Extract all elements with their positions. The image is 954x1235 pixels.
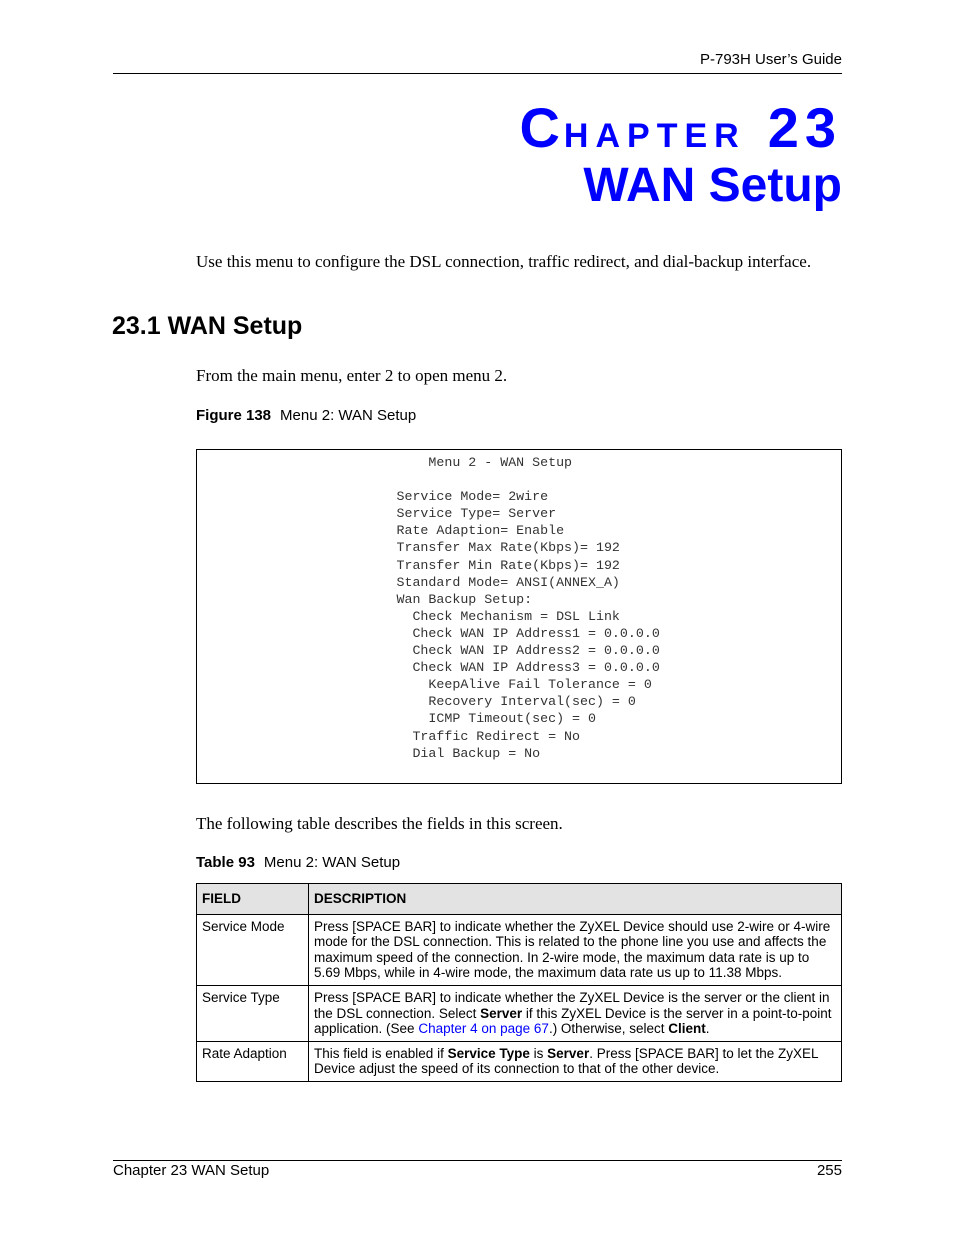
menu-screen-line: Service Mode= 2wire — [197, 489, 549, 505]
chapter-word-rest: HAPTER — [563, 117, 746, 155]
menu-screen-line: Service Type= Server — [197, 506, 557, 522]
menu-screen-line — [197, 471, 841, 488]
chapter-heading — [519, 96, 842, 212]
desc-bold: Server — [480, 1005, 523, 1021]
menu-screen-line: Check WAN IP Address3 = 0.0.0.0 — [197, 660, 660, 676]
guide-title: P-793H User’s Guide — [699, 51, 842, 68]
desc-bold: Service Type — [447, 1045, 530, 1061]
field-name: Service Type — [197, 985, 309, 1041]
menu-screen-text — [197, 454, 841, 762]
footer-chapter: Chapter 23 WAN Setup — [113, 1162, 270, 1179]
chapter-number: 23 — [767, 96, 842, 159]
table-caption — [196, 854, 400, 871]
table-caption-text: Menu 2: WAN Setup — [263, 854, 401, 871]
field-description-table — [196, 883, 842, 1082]
table-header-row — [197, 884, 842, 915]
desc-text: if this ZyXEL Device is the server in a point-to-point application. (See — [314, 1005, 832, 1037]
desc-text: Press [SPACE BAR] to indicate whether the ZyXEL Device is the server or the client in the DSL connection. Select — [314, 989, 830, 1021]
menu-screen-line: Transfer Min Rate(Kbps)= 192 — [197, 557, 620, 573]
menu-screen-line: KeepAlive Fail Tolerance = 0 — [197, 677, 652, 693]
menu-screen-line: Check WAN IP Address2 = 0.0.0.0 — [197, 643, 660, 659]
table-row — [197, 985, 842, 1041]
desc-text: . Press [SPACE BAR] to let the ZyXEL Device adjust the speed of its connection to that of the other device. — [314, 1045, 819, 1077]
table-row — [197, 914, 842, 985]
menu-screen-line: Check Mechanism = DSL Link — [197, 608, 620, 624]
chapter-title: WAN Setup — [583, 159, 842, 212]
menu-screen-line: Transfer Max Rate(Kbps)= 192 — [197, 540, 620, 556]
menu-screen-line: Rate Adaption= Enable — [197, 523, 565, 539]
field-name: Rate Adaption — [197, 1041, 309, 1081]
table-intro-paragraph: The following table describes the fields in this screen. — [196, 814, 563, 833]
field-description: Press [SPACE BAR] to indicate whether the ZyXEL Device should use 2-wire or 4-wire mode for the DSL connection. This is related to the phone line you use and affects the maximum speed of the connection. In 2-wire mode, the maximum data rate is up to 5.69 Mbps, while in 4-wire mode, the maximum data rate us up to 11.38 Mbps. — [309, 914, 842, 985]
header-description: DESCRIPTION — [309, 884, 842, 915]
table-label: Table 93 — [196, 854, 255, 871]
menu-screen-figure — [196, 449, 842, 784]
desc-text: .) Otherwise, select — [548, 1021, 669, 1037]
menu-screen-line: Menu 2 - WAN Setup — [197, 455, 573, 470]
section-paragraph: From the main menu, enter 2 to open menu 2. — [196, 366, 508, 385]
header-field: FIELD — [197, 884, 309, 915]
menu-screen-line: Check WAN IP Address1 = 0.0.0.0 — [197, 625, 660, 641]
chapter-4-link[interactable]: Chapter 4 on page 67 — [418, 1021, 549, 1037]
desc-text: . — [705, 1021, 710, 1037]
menu-screen-line: Wan Backup Setup: — [197, 591, 533, 607]
menu-screen-line: Dial Backup = No — [197, 745, 541, 761]
field-description — [309, 1041, 842, 1081]
figure-caption — [196, 407, 416, 424]
section-heading: 23.1 WAN Setup — [112, 312, 303, 340]
figure-caption-text: Menu 2: WAN Setup — [280, 407, 417, 424]
chapter-label — [519, 96, 842, 159]
footer-rule — [113, 1160, 842, 1161]
desc-text: This field is enabled if — [314, 1045, 448, 1061]
figure-label: Figure 138 — [196, 407, 272, 424]
menu-screen-line: Recovery Interval(sec) = 0 — [197, 694, 636, 710]
menu-screen-line: ICMP Timeout(sec) = 0 — [197, 711, 596, 727]
desc-bold: Server — [547, 1045, 590, 1061]
field-name: Service Mode — [197, 914, 309, 985]
table-row — [197, 1041, 842, 1081]
field-description — [309, 985, 842, 1041]
page-number: 255 — [816, 1162, 842, 1179]
chapter-word-initial: C — [519, 96, 564, 159]
desc-text: is — [529, 1045, 548, 1061]
menu-screen-line: Standard Mode= ANSI(ANNEX_A) — [197, 574, 620, 590]
menu-screen-line: Traffic Redirect = No — [197, 728, 581, 744]
desc-bold: Client — [668, 1021, 706, 1037]
header-rule — [113, 73, 842, 74]
intro-paragraph: Use this menu to configure the DSL connection, traffic redirect, and dial-backup interface. — [196, 252, 812, 271]
